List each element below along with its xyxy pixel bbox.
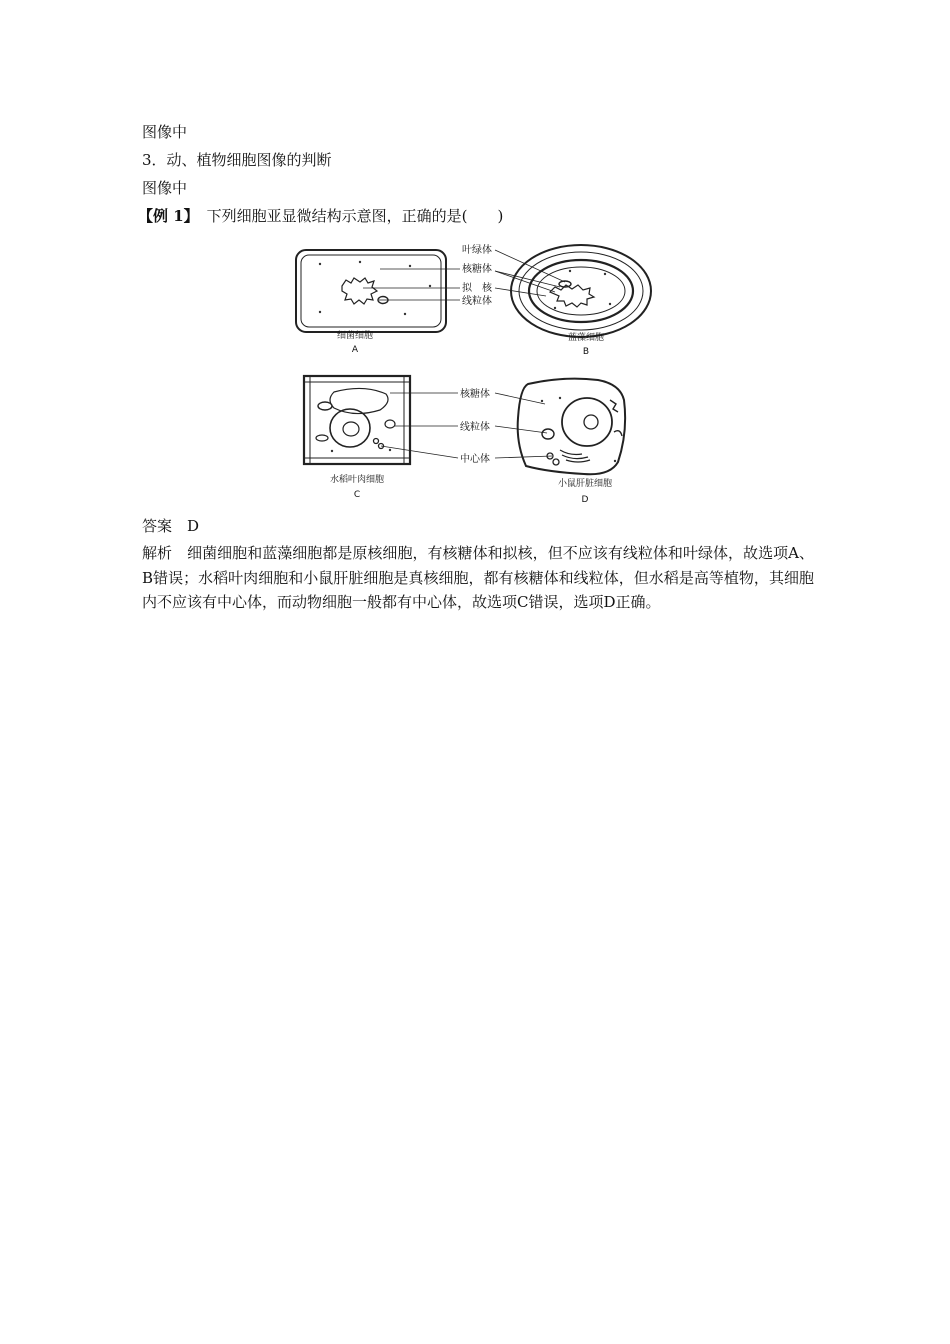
heading-line-1: 图像中 [142,123,188,141]
cell-structure-figure [280,236,680,512]
example-tag: 【例 1】 [138,207,199,225]
analysis-text: 细菌细胞和蓝藻细胞都是原核细胞，有核糖体和拟核，但不应该有线粒体和叶绿体，故选项A、B错误；水稻叶肉细胞和小鼠肝脏细胞是真核细胞，都有核糖体和线粒体，但水稻是高等植物，其细胞内不应该有中心体，而动物细胞一般都有中心体，故选项C错误，选项D正确。 [142,544,814,611]
example-text: 下列细胞亚显微结构示意图，正确的是( ) [206,207,504,225]
label-chloroplast: 叶绿体 [462,245,492,256]
caption-a-name: 细菌细胞 [336,331,374,341]
answer-label: 答案 [142,517,173,535]
caption-c-name: 水稻叶肉细胞 [329,475,385,485]
label-centrosome: 中心体 [460,454,490,465]
caption-b-name: 蓝藻细胞 [567,333,605,343]
label-ribosome-bottom: 核糖体 [460,389,490,400]
caption-d-letter: D [581,495,589,505]
heading-line-3: 图像中 [142,179,188,197]
answer-line [142,515,199,537]
caption-b-letter: B [582,347,590,357]
caption-c-letter: C [353,490,361,500]
caption-a-letter: A [351,345,359,355]
example-question [138,205,503,227]
label-ribosome-top: 核糖体 [462,264,492,275]
label-mitochondria-top: 线粒体 [462,296,492,307]
answer-value: D [187,517,200,535]
heading-line-2: 3．动、植物细胞图像的判断 [142,151,332,169]
rice-leaf-cell-drawing [304,376,410,464]
analysis-paragraph [142,541,814,615]
label-nucleoid: 拟 核 [462,283,492,294]
cyanobacterial-cell-drawing [511,245,651,337]
label-mitochondria-bottom: 线粒体 [460,422,490,433]
caption-d-name: 小鼠肝脏细胞 [557,479,613,489]
bacterial-cell-drawing [296,250,446,332]
mouse-liver-cell-drawing [518,379,625,475]
analysis-label: 解析 [142,544,173,562]
